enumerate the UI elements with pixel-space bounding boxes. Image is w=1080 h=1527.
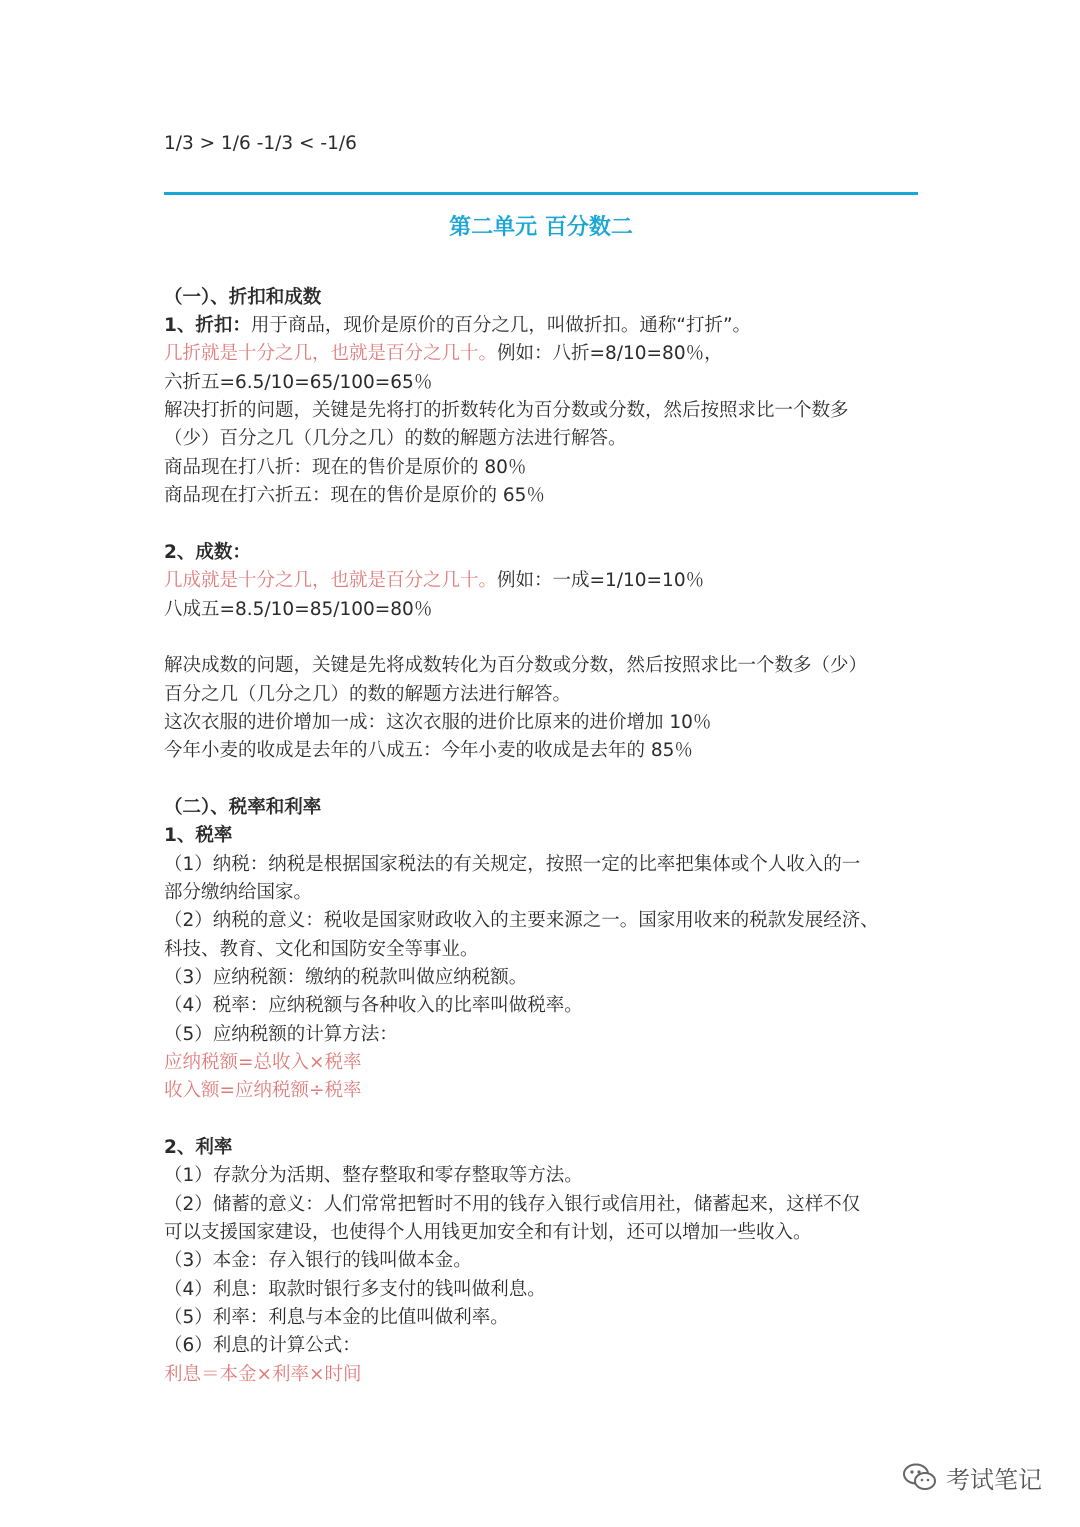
body-line: 八成五=8.5/10=85/100=80％	[164, 599, 433, 620]
body-line: 解决成数的问题，关键是先将成数转化为百分数或分数，然后按照求比一个数多（少）	[164, 655, 868, 676]
example-text: 例如：八折=8/10=80％，	[497, 343, 723, 364]
subsection-text: 用于商品，现价是原价的百分之几，叫做折扣。通称“打折”。	[250, 315, 752, 336]
subsection-line	[164, 539, 251, 567]
formula-line: 利息＝本金×利率×时间	[164, 1364, 362, 1385]
body-line: 今年小麦的收成是去年的八成五：今年小麦的收成是去年的 85％	[164, 740, 693, 761]
wechat-icon	[902, 1462, 938, 1492]
body-line: 解决打折的问题，关键是先将打的折数转化为百分数或分数，然后按照求比一个数多	[164, 400, 849, 421]
comparison-line: 1/3 > 1/6 -1/3 < -1/6	[164, 133, 357, 154]
body-line: 可以支援国家建设，也使得个人用钱更加安全和有计划，还可以增加一些收入。	[164, 1222, 812, 1243]
subsection-line: 2、利率	[164, 1137, 233, 1158]
page-title: 第二单元 百分数二	[449, 215, 633, 240]
body-line: （2）纳税的意义：税收是国家财政收入的主要来源之一。国家用收来的税款发展经济、	[164, 910, 879, 931]
body-line: （3）本金：存入银行的钱叫做本金。	[164, 1250, 472, 1271]
body-line: （5）应纳税额的计算方法：	[164, 1024, 398, 1045]
section-heading: （二）、税率和利率	[164, 797, 322, 818]
highlight-text: 几折就是十分之几，也就是百分之几十。	[164, 343, 498, 364]
body-line: 这次衣服的进价增加一成：这次衣服的进价比原来的进价增加 10％	[164, 712, 712, 733]
formula-line: 收入额=应纳税额÷税率	[164, 1080, 362, 1101]
body-line: （5）利率：利息与本金的比值叫做利率。	[164, 1307, 509, 1328]
body-line: （6）利息的计算公式：	[164, 1335, 361, 1356]
body-line: （2）储蓄的意义：人们常常把暂时不用的钱存入银行或信用社，储蓄起来，这样不仅	[164, 1194, 861, 1215]
body-line: （4）税率：应纳税额与各种收入的比率叫做税率。	[164, 995, 583, 1016]
body-line: （4）利息：取款时银行多支付的钱叫做利息。	[164, 1279, 546, 1300]
body-line: （少）百分之几（几分之几）的数的解题方法进行解答。	[164, 428, 627, 449]
example-text: 例如：一成=1/10=10％	[497, 570, 705, 591]
definition-line	[164, 340, 723, 368]
watermark	[902, 1457, 1042, 1497]
body-line: 百分之几（几分之几）的数的解题方法进行解答。	[164, 684, 572, 705]
subsection-line	[164, 312, 751, 340]
body-line: （1）存款分为活期、整存整取和零存整取等方法。	[164, 1165, 583, 1186]
body-line: （3）应纳税额：缴纳的税款叫做应纳税额。	[164, 967, 528, 988]
highlight-text: 几成就是十分之几，也就是百分之几十。	[164, 570, 498, 591]
divider-rule	[164, 192, 918, 195]
body-line: （1）纳税：纳税是根据国家税法的有关规定，按照一定的比率把集体或个人收入的一	[164, 854, 861, 875]
body-line: 商品现在打八折：现在的售价是原价的 80％	[164, 457, 527, 478]
body-line: 部分缴纳给国家。	[164, 882, 313, 903]
definition-line	[164, 567, 704, 595]
body-line: 商品现在打六折五：现在的售价是原价的 65％	[164, 485, 545, 506]
subsection-label: 2、成数：	[164, 542, 251, 563]
formula-line: 应纳税额=总收入×税率	[164, 1052, 362, 1073]
body-line: 六折五=6.5/10=65/100=65％	[164, 372, 433, 393]
body-line: 科技、教育、文化和国防安全等事业。	[164, 939, 479, 960]
subsection-line: 1、税率	[164, 825, 233, 846]
watermark-text: 考试笔记	[946, 1465, 1042, 1494]
section-heading: （一）、折扣和成数	[164, 287, 322, 308]
subsection-label: 1、折扣：	[164, 315, 251, 336]
